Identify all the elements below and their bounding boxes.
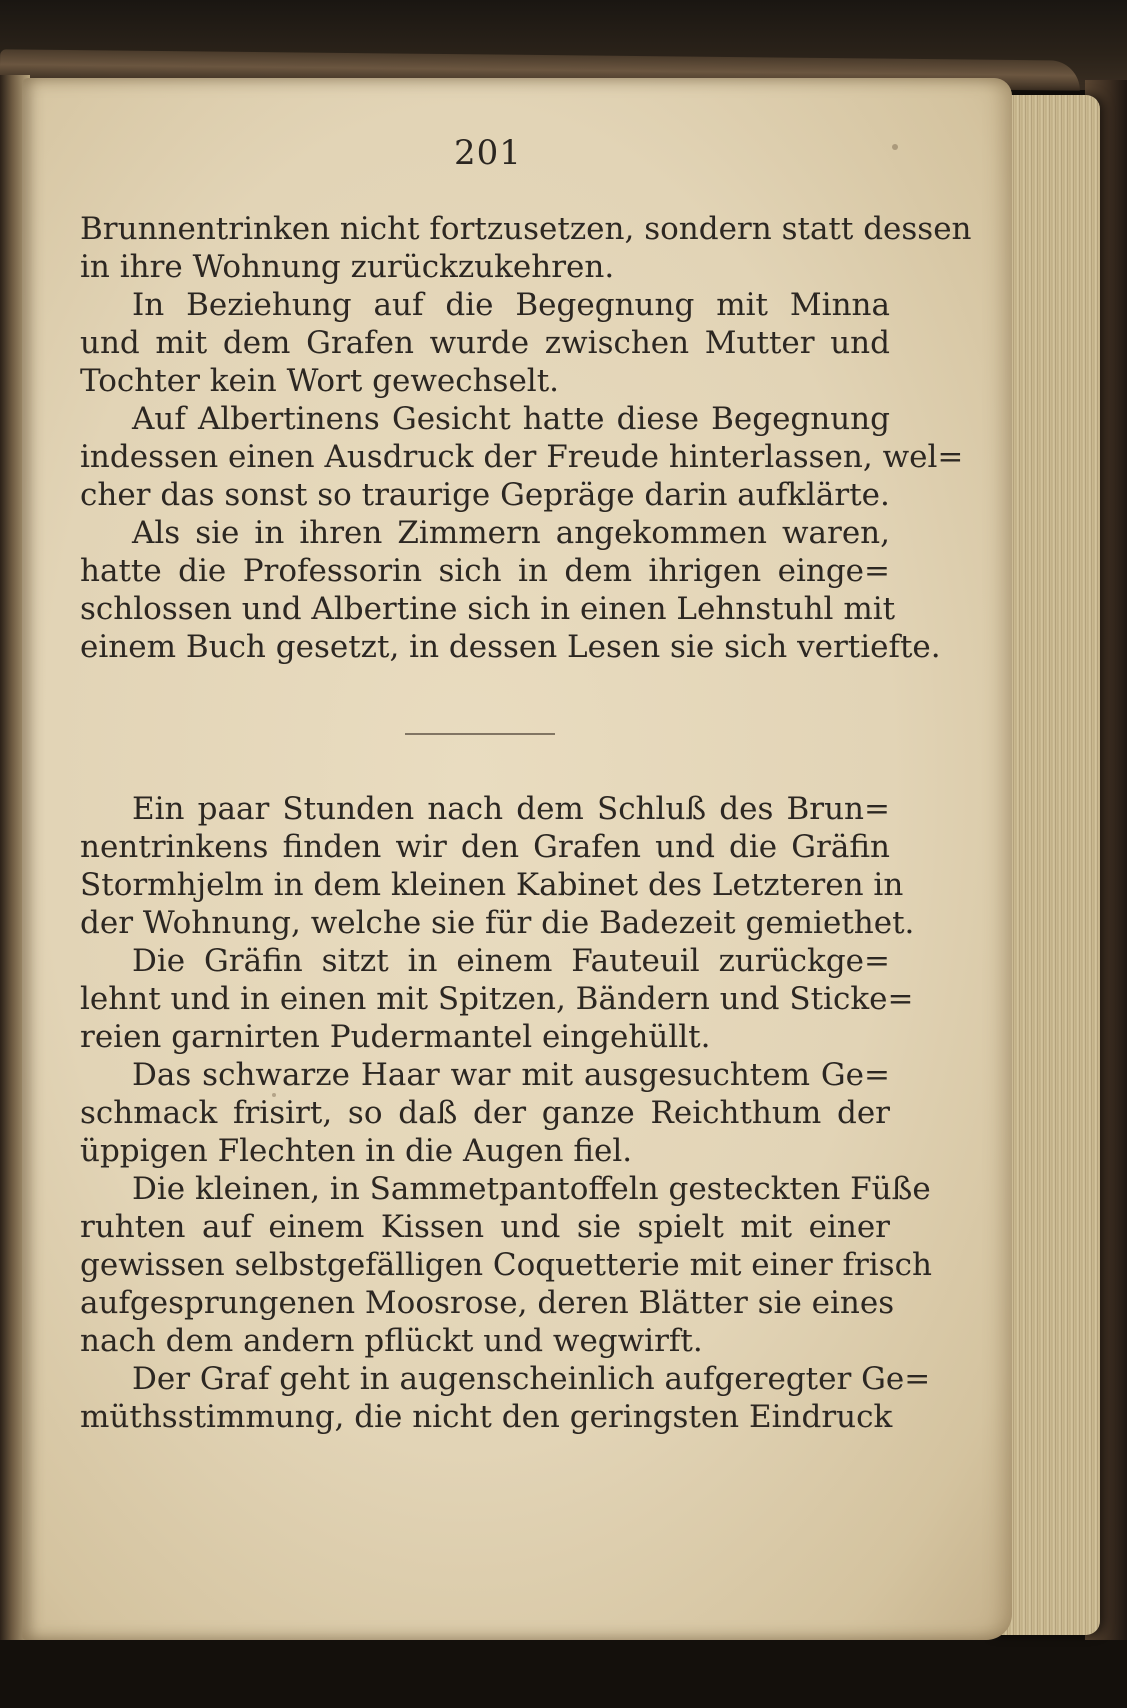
text-line: nach dem andern pflückt und wegwirft. (80, 1323, 703, 1359)
paper-spot (892, 144, 898, 150)
text-line: indessen einen Ausdruck der Freude hinterlassen, wel= (80, 439, 964, 475)
text-line: Der Graf geht in augenscheinlich aufgeregter Ge= (132, 1361, 931, 1397)
text-line: aufgesprungenen Moosrose, deren Blätter sie eines (80, 1285, 895, 1321)
text-line: gewissen selbstgefälligen Coquetterie mit einer frisch (80, 1247, 932, 1283)
text-line: der Wohnung, welche sie für die Badezeit gemiethet. (80, 905, 915, 941)
text-line: lehnt und in einen mit Spitzen, Bändern und Sticke= (80, 981, 914, 1017)
text-line: reien garnirten Pudermantel eingehüllt. (80, 1019, 711, 1055)
text-line: Ein paar Stunden nach dem Schluß des Brun= (132, 791, 890, 827)
section-divider (405, 733, 555, 735)
text-line: Stormhjelm in dem kleinen Kabinet des Letzteren in (80, 867, 904, 903)
text-line: cher das sonst so traurige Gepräge darin aufklärte. (80, 477, 890, 513)
text-line: Auf Albertinens Gesicht hatte diese Begegnung (132, 401, 890, 437)
text-line: Die kleinen, in Sammetpantoffeln gesteckten Füße (132, 1171, 931, 1207)
text-line: Brunnentrinken nicht fortzusetzen, sondern statt dessen (80, 211, 972, 247)
text-line: in ihre Wohnung zurückzukehren. (80, 249, 615, 285)
text-line: ruhten auf einem Kissen und sie spielt mit einer (80, 1209, 890, 1245)
text-line: schmack frisirt, so daß der ganze Reichthum der (80, 1095, 890, 1131)
text-line: und mit dem Grafen wurde zwischen Mutter und (80, 325, 890, 361)
text-line: müthsstimmung, die nicht den geringsten Eindruck (80, 1399, 893, 1435)
text-line: Tochter kein Wort gewechselt. (80, 363, 560, 399)
text-line: einem Buch gesetzt, in dessen Lesen sie sich vertiefte. (80, 629, 941, 665)
text-line: nentrinkens finden wir den Grafen und die Gräfin (80, 829, 890, 865)
text-line: üppigen Flechten in die Augen fiel. (80, 1133, 633, 1169)
text-line: hatte die Professorin sich in dem ihrigen einge= (80, 553, 890, 589)
text-block-bottom (80, 790, 932, 1436)
page-number: 201 (454, 133, 522, 173)
text-line: Die Gräfin sitzt in einem Fauteuil zurückge= (132, 943, 890, 979)
text-line: Als sie in ihren Zimmern angekommen waren, (132, 515, 890, 551)
text-line: Das schwarze Haar war mit ausgesuchtem Ge= (132, 1057, 890, 1093)
text-block-top (80, 210, 972, 666)
text-line: schlossen und Albertine sich in einen Lehnstuhl mit (80, 591, 896, 627)
text-line: In Beziehung auf die Begegnung mit Minna (132, 287, 890, 323)
